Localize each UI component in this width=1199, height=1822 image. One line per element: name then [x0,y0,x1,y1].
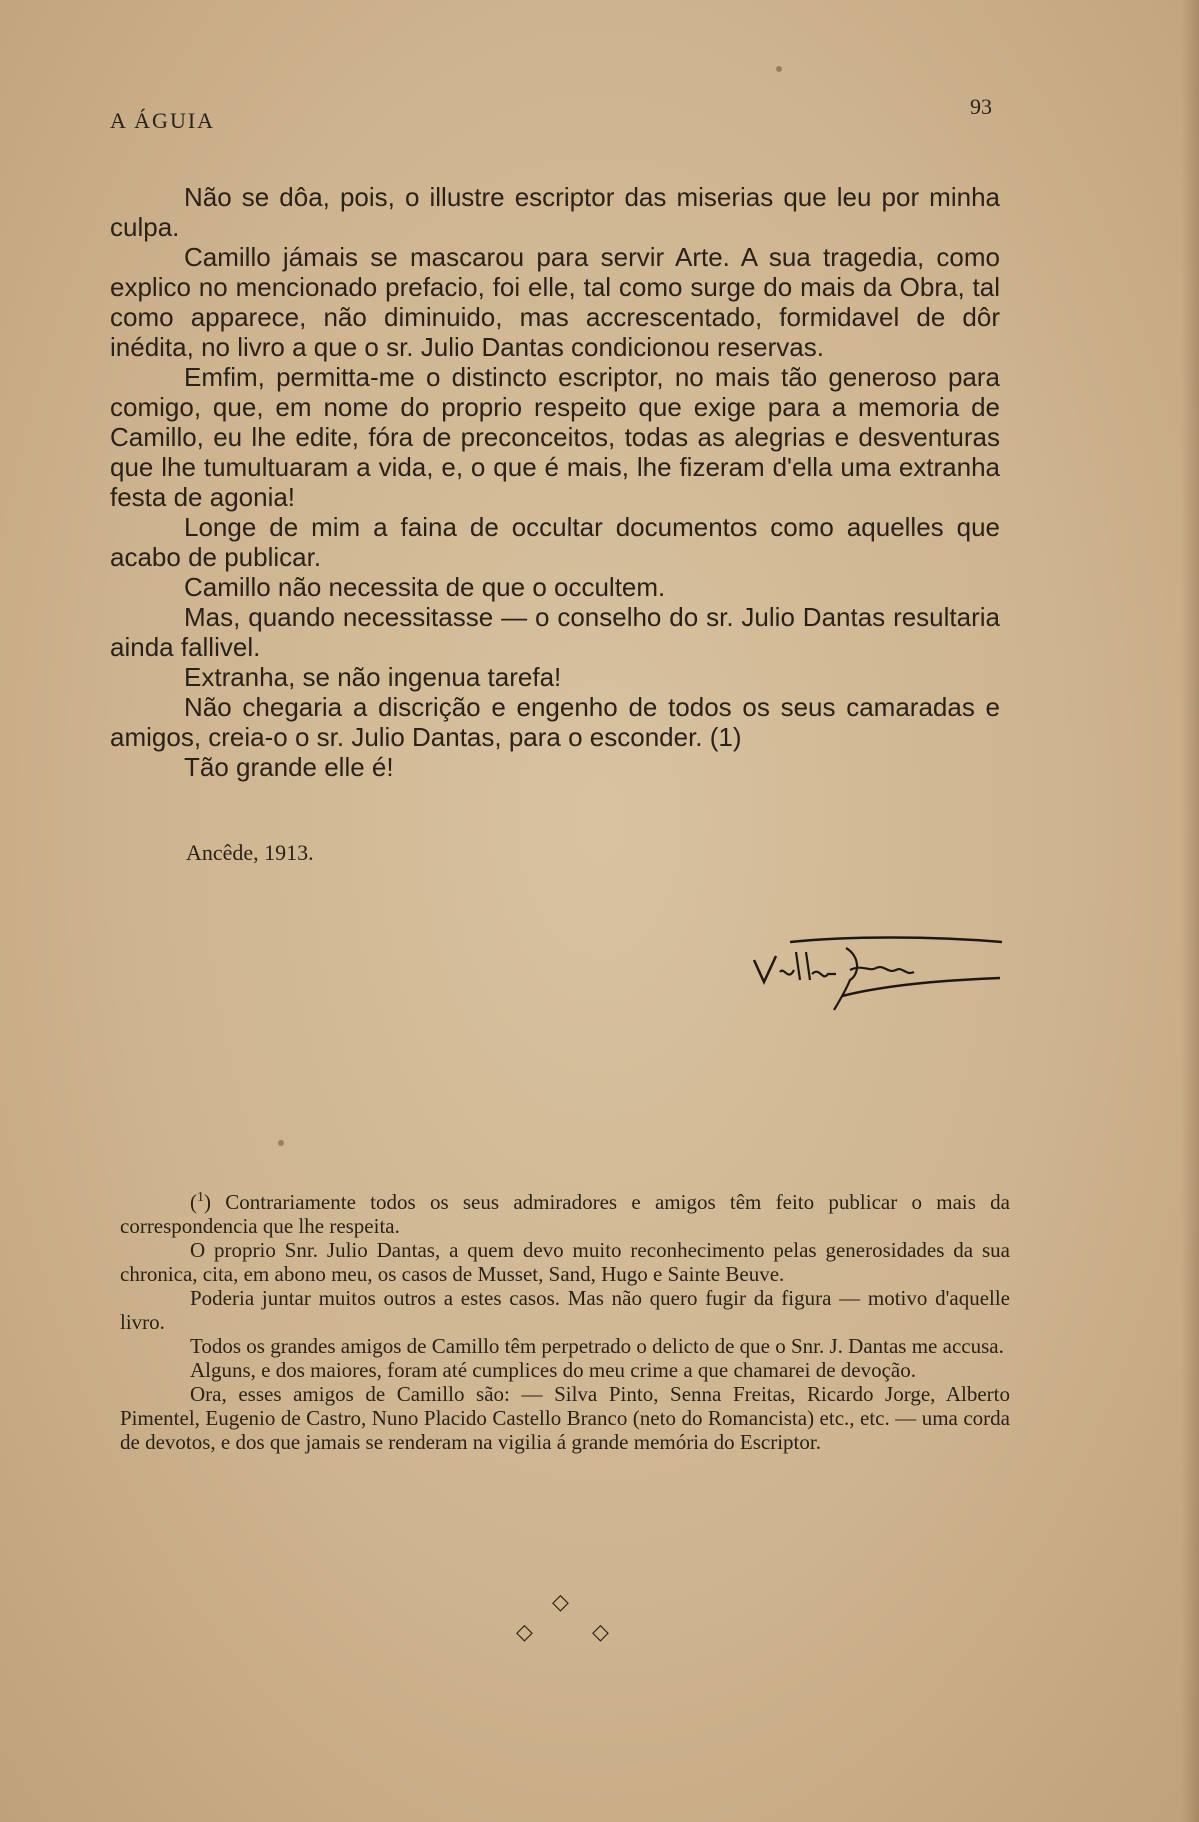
running-title: A ÁGUIA [110,108,216,133]
body-paragraph: Extranha, se não ingenua tarefa! [184,662,562,692]
diamond-ornament-icon: ◇ [552,1590,569,1615]
footnote-paragraph: Poderia juntar muitos outros a estes casos. Mas não quero fugir da figura — motivo d'aquelle livro. [120,1286,1010,1334]
body-paragraph: Longe de mim a faina de occultar documentos como aquelles que acabo de publicar. [110,512,1000,572]
dateline: Ancêde, 1913. [186,840,314,865]
body-paragraph: Tão grande elle é! [184,752,394,782]
body-text [110,182,1000,782]
body-paragraph: Mas, quando necessitasse — o conselho do sr. Julio Dantas resultaria ainda fallivel. [110,602,1000,662]
footnote-paragraph: O proprio Snr. Julio Dantas, a quem devo muito reconhecimento pelas generosidades da sua chronica, cita, em abono meu, os casos de Musset, Sand, Hugo e Sainte Beuve. [120,1238,1010,1286]
footnote-marker-number: 1 [197,1190,204,1205]
section-ornament [500,1590,630,1650]
body-paragraph: Camillo jámais se mascarou para servir Arte. A sua tragedia, como explico no mencionado prefacio, foi elle, tal como surge do mais da Obra, tal como apparece, não diminuido, mas accrescentado, formidavel de dôr inédita, no livro a que o sr. Julio Dantas condicionou reservas. [110,242,1000,362]
footnote-paragraph: Ora, esses amigos de Camillo são: — Silva Pinto, Senna Freitas, Ricardo Jorge, Alberto Pimentel, Eugenio de Castro, Nuno Placido Castello Branco (neto do Romancista) etc., etc. — uma corda de devotos, e dos que jamais se renderam na vigilia á grande memória do Escriptor. [120,1382,1010,1454]
diamond-ornament-icon: ◇ [516,1620,533,1645]
body-paragraph: Não se dôa, pois, o illustre escriptor das miserias que leu por minha culpa. [110,182,1000,242]
diamond-ornament-icon: ◇ [592,1620,609,1645]
page-edge-shadow [1181,0,1199,1822]
body-paragraph: Camillo não necessita de que o occultem. [184,572,666,602]
footnote-paragraph: Alguns, e dos maiores, foram até cumplices do meu crime a que chamarei de devoção. [190,1358,916,1382]
page-number: 93 [970,94,992,119]
footnote-text: Contrariamente todos os seus admiradores e amigos têm feito publicar o mais da correspondencia que lhe respeita. [120,1190,1011,1238]
handwritten-signature [750,930,1010,1020]
footnote-reference: (1) [709,722,742,752]
body-paragraph-text: Não chegaria a discrição e engenho de todos os seus camaradas e amigos, creia-o o sr. Julio Dantas, para o esconder. [110,692,1000,752]
footnote-paragraph: Todos os grandes amigos de Camillo têm perpetrado o delicto de que o Snr. J. Dantas me accusa. [190,1334,1004,1358]
footnote-marker: ($^1$) [190,1190,211,1214]
footnote-paragraph [120,1186,1010,1238]
body-paragraph: Emfim, permitta-me o distincto escriptor, no mais tão generoso para comigo, que, em nome do proprio respeito que exige para a memoria de Camillo, eu lhe edite, fóra de preconceitos, todas as alegrias e desventuras que lhe tumultuaram a vida, e, o que é mais, lhe fizeram d'ella uma extranha festa de agonia! [110,362,1000,512]
body-paragraph-with-note [110,692,1000,752]
footnotes [120,1186,1010,1454]
paper-speck [278,1140,284,1146]
paper-speck [776,66,782,72]
